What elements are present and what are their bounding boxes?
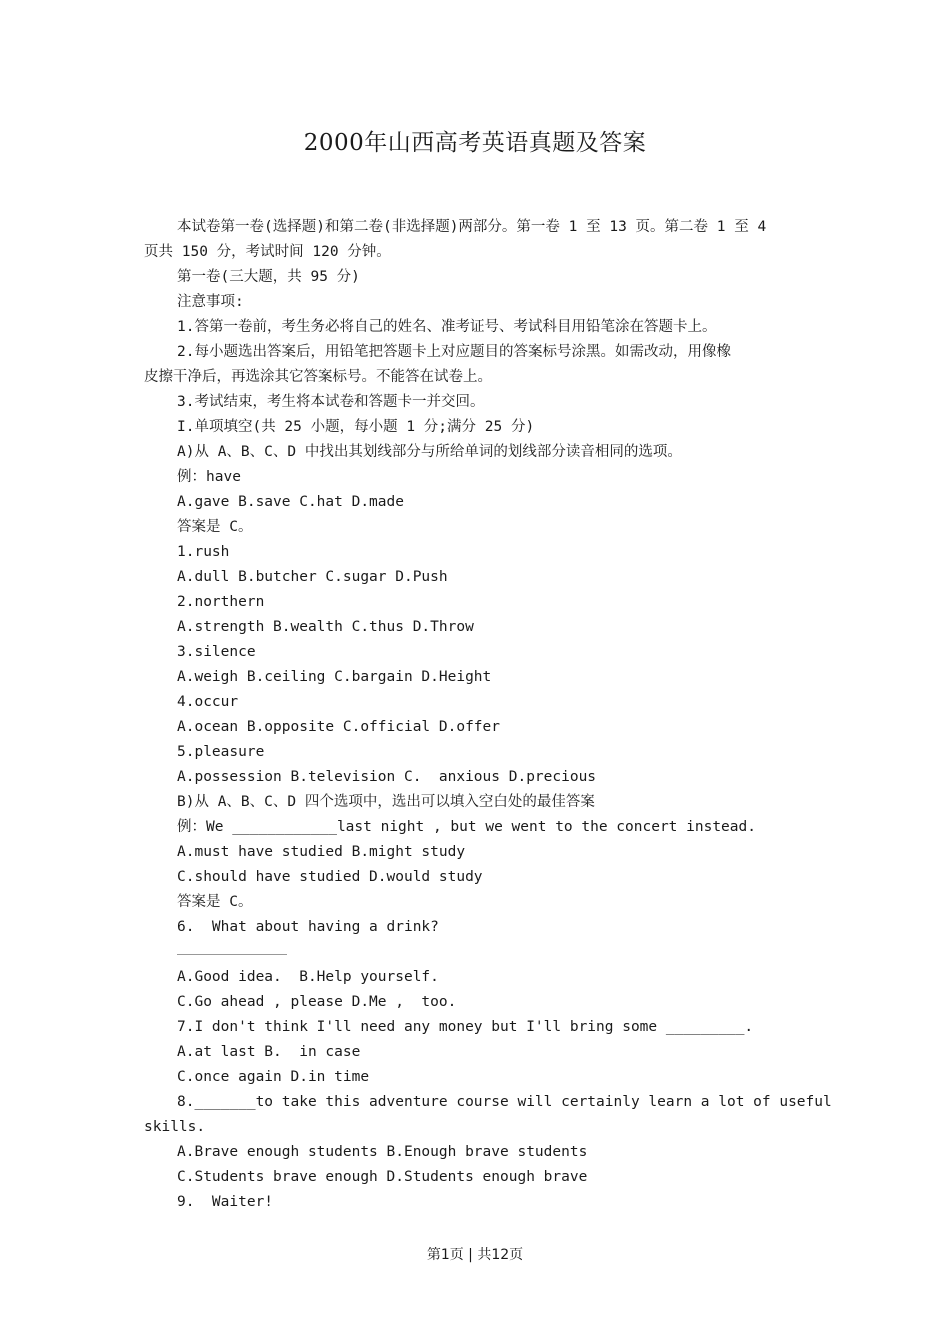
note-item: 1.答第一卷前，考生务必将自己的姓名、准考证号、考试科目用铅笔涂在答题卡上。 — [177, 319, 717, 335]
part-heading: I.单项填空(共 25 小题，每小题 1 分;满分 25 分) — [177, 419, 535, 435]
intro-paragraph-line: 页共 150 分，考试时间 120 分钟。 — [144, 244, 391, 260]
question-options: A.dull B.butcher C.sugar D.Push — [177, 569, 448, 585]
question-options: A.weigh B.ceiling C.bargain D.Height — [177, 669, 492, 685]
note-item-continued: 皮擦干净后，再选涂其它答案标号。不能答在试卷上。 — [144, 369, 492, 385]
question-stem: 2.northern — [177, 594, 265, 610]
section-heading: 第一卷(三大题，共 95 分) — [177, 269, 360, 285]
document-title: 2000年山西高考英语真题及答案 — [303, 130, 647, 156]
answer-blank-line — [177, 940, 287, 965]
question-stem: 7.I don't think I'll need any money but I'll bring some _________. — [177, 1019, 754, 1035]
question-options: A.Good idea. B.Help yourself. — [177, 969, 439, 985]
example-options: A.gave B.save C.hat D.made — [177, 494, 404, 510]
question-options: A.possession B.television C. anxious D.precious — [177, 769, 597, 785]
example-answer: 答案是 C。 — [177, 894, 253, 910]
sub-part-instruction: B)从 A、B、C、D 四个选项中，选出可以填入空白处的最佳答案 — [177, 794, 595, 810]
intro-paragraph-line: 本试卷第一卷(选择题)和第二卷(非选择题)两部分。第一卷 1 至 13 页。第二卷 1 至 4 — [177, 219, 767, 235]
question-stem: 3.silence — [177, 644, 256, 660]
note-item: 2.每小题选出答案后，用铅笔把答题卡上对应题目的答案标号涂黑。如需改动，用像橡 — [177, 344, 731, 360]
question-stem: 4.occur — [177, 694, 239, 710]
question-stem-continued: skills. — [144, 1119, 206, 1135]
example-options: C.should have studied D.would study — [177, 869, 483, 885]
question-stem: 5.pleasure — [177, 744, 265, 760]
document-body — [144, 215, 832, 1215]
sub-part-instruction: A)从 A、B、C、D 中找出其划线部分与所给单词的划线部分读音相同的选项。 — [177, 444, 682, 460]
note-item: 3.考试结束，考生将本试卷和答题卡一并交回。 — [177, 394, 485, 410]
question-options: A.strength B.wealth C.thus D.Throw — [177, 619, 474, 635]
question-options: C.once again D.in time — [177, 1069, 370, 1085]
notes-heading: 注意事项: — [177, 294, 244, 310]
example-word: 例：have — [177, 469, 241, 485]
question-options: A.Brave enough students B.Enough brave students — [177, 1144, 588, 1160]
page-footer: 第1页 | 共12页 — [426, 1247, 524, 1263]
question-stem: 9. Waiter! — [177, 1194, 274, 1210]
question-stem: 8._______to take this adventure course will certainly learn a lot of useful — [177, 1094, 832, 1110]
question-stem: 1.rush — [177, 544, 230, 560]
question-options: C.Go ahead , please D.Me , too. — [177, 994, 457, 1010]
question-options: C.Students brave enough D.Students enough brave — [177, 1169, 588, 1185]
question-options: A.at last B. in case — [177, 1044, 361, 1060]
question-options: A.ocean B.opposite C.official D.offer — [177, 719, 501, 735]
example-options: A.must have studied B.might study — [177, 844, 466, 860]
example-sentence: 例：We ____________last night , but we went to the concert instead. — [177, 819, 756, 835]
question-stem: 6. What about having a drink? — [177, 919, 439, 935]
example-answer: 答案是 C。 — [177, 519, 253, 535]
